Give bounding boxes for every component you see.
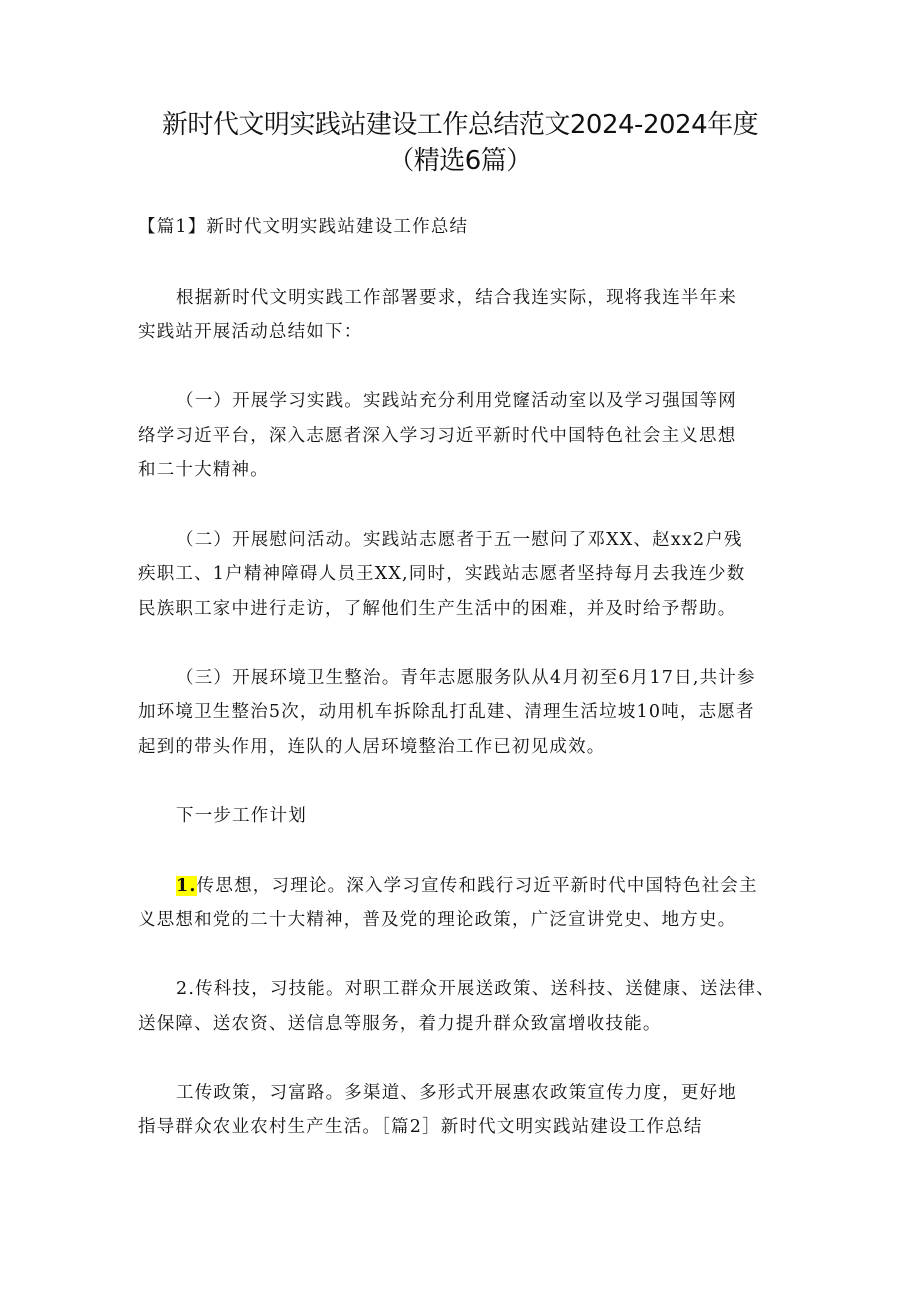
plan1-line-2: 义思想和党的二十大精神，普及党的理论政策，广泛宣讲党史、地方史。 [138, 910, 737, 930]
item1-line-2: 络学习近平台，深入志愿者深入学习习近平新时代中国特色社会主义思想 [138, 426, 737, 446]
plan2-line-2: 送保障、送农资、送信息等服务，着力提升群众致富增收技能。 [138, 1014, 662, 1034]
section1-heading: 【篇1】新时代文明实践站建设工作总结 [138, 217, 469, 237]
item3-line-3: 起到的带头作用，连队的人居环境整治工作已初见成效。 [138, 737, 606, 757]
plan1-line-1-text: 传思想，习理论。深入学习宣传和践行习近平新时代中国特色社会主 [196, 876, 758, 896]
item3-line-1: （三）开展环境卫生整治。青年志愿服务队从4月初至6月17日,共计参 [176, 668, 756, 688]
plan2-line-1: 2.传科技，习技能。对职工群众开展送政策、送科技、送健康、送法律、 [176, 979, 775, 999]
item2-line-3: 民族职工家中进行走访，了解他们生产生活中的困难，并及时给予帮助。 [138, 599, 737, 619]
intro-line-1: 根据新时代文明实践工作部署要求，结合我连实际，现将我连半年来 [176, 288, 737, 308]
intro-line-2: 实践站开展活动总结如下： [138, 322, 363, 342]
document-title-line2: （精选6篇） [388, 146, 532, 176]
plan3-line-1: 工传政策，习富路。多渠道、多形式开展惠农政策宣传力度，更好地 [176, 1083, 737, 1103]
item3-line-2: 加环境卫生整治5次，动用机车拆除乱打乱建、清理生活垃坡10吨，志愿者 [138, 702, 755, 722]
plan1-line-1 [176, 874, 826, 898]
document-title-line1: 新时代文明实践站建设工作总结范文2024-2024年度 [161, 110, 759, 140]
item2-line-2: 疾职工、1户精神障碍人员王XX,同时，实践站志愿者坚持每月去我连少数 [138, 564, 746, 584]
plan3-line-2: 指导群众农业农村生产生活。［篇2］新时代文明实践站建设工作总结 [138, 1117, 703, 1137]
item1-line-1: （一）开展学习实践。实践站充分利用党窿活动室以及学习强国等网 [176, 391, 737, 411]
item1-line-3: 和二十大精神。 [138, 460, 269, 480]
plan-heading: 下一步工作计划 [176, 806, 307, 826]
item2-line-1: （二）开展慰问活动。实践站志愿者于五一慰问了邓XX、赵xx2户残 [176, 530, 743, 550]
plan1-number-highlight: 1. [176, 876, 197, 896]
